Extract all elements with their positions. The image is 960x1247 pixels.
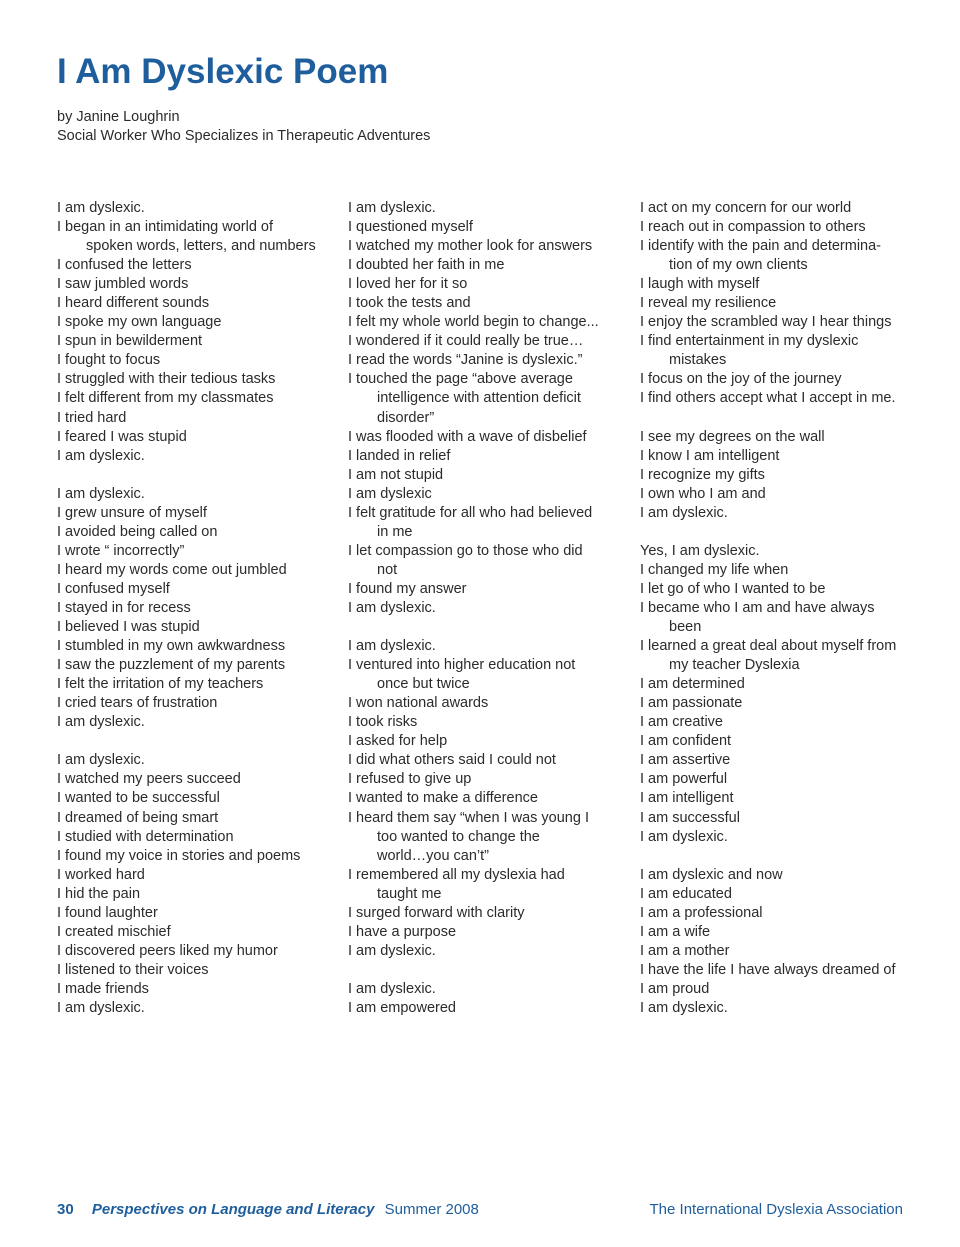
- poem-line: I am dyslexic.: [640, 828, 728, 845]
- poem-line: I felt my whole world begin to change...: [348, 314, 599, 331]
- poem-column-3: [640, 199, 920, 1018]
- poem-line: I was flooded with a wave of disbelief: [348, 428, 587, 445]
- byline: [57, 108, 430, 146]
- poem-line: I saw jumbled words: [57, 276, 189, 293]
- poem-line: I discovered peers liked my humor: [57, 942, 278, 959]
- poem-line: I found my voice in stories and poems: [57, 847, 301, 864]
- poem-line: I laugh with myself: [640, 276, 760, 293]
- issue-date: Summer 2008: [384, 1201, 479, 1218]
- poem-line: I struggled with their tedious tasks: [57, 371, 276, 388]
- stanza-break: [57, 732, 337, 751]
- poem-line: I spoke my own language: [57, 314, 222, 331]
- poem-line: Yes, I am dyslexic.: [640, 542, 760, 559]
- page-footer: [57, 1200, 903, 1220]
- author-line: by Janine Loughrin: [57, 109, 180, 125]
- stanza-break: [348, 961, 628, 980]
- stanza-break: [640, 409, 920, 428]
- stanza-break: [640, 847, 920, 866]
- poem-line: I know I am intelligent: [640, 447, 780, 464]
- poem-line: I surged forward with clarity: [348, 904, 525, 921]
- poem-line: mistakes: [669, 352, 727, 369]
- poem-line: I am successful: [640, 809, 740, 826]
- poem-line: I did what others said I could not: [348, 752, 556, 769]
- poem-line: I felt gratitude for all who had believed: [348, 504, 593, 521]
- poem-line: I am dyslexic.: [57, 714, 145, 731]
- poem-line: I heard them say “when I was young I: [348, 809, 589, 826]
- poem-line: I identify with the pain and determina-: [640, 238, 881, 255]
- poem-line: I learned a great deal about myself from: [640, 638, 897, 655]
- poem-line: I am confident: [640, 733, 732, 750]
- poem-line: I confused myself: [57, 580, 170, 597]
- poem-line: in me: [377, 523, 413, 540]
- page-number: 30: [57, 1201, 74, 1218]
- poem-line: I am dyslexic.: [348, 942, 436, 959]
- poem-line: I felt the irritation of my teachers: [57, 676, 264, 693]
- poem-line: I am a wife: [640, 923, 711, 940]
- poem-line: I felt different from my classmates: [57, 390, 274, 407]
- poem-line: spoken words, letters, and numbers: [86, 238, 316, 255]
- poem-line: I cried tears of frustration: [57, 695, 218, 712]
- poem-line: I loved her for it so: [348, 276, 468, 293]
- poem-line: I am dyslexic.: [57, 447, 145, 464]
- poem-line: I believed I was stupid: [57, 619, 200, 636]
- poem-line: I listened to their voices: [57, 961, 209, 978]
- poem-line: I fought to focus: [57, 352, 161, 369]
- poem-line: I let compassion go to those who did: [348, 542, 583, 559]
- poem-line: I avoided being called on: [57, 523, 218, 540]
- organization-name: The International Dyslexia Association: [649, 1201, 903, 1218]
- poem-line: I wondered if it could really be true…: [348, 333, 584, 350]
- poem-line: I find entertainment in my dyslexic: [640, 333, 859, 350]
- poem-line: I worked hard: [57, 866, 145, 883]
- poem-line: I watched my peers succeed: [57, 771, 241, 788]
- poem-line: I found laughter: [57, 904, 158, 921]
- poem-line: I reveal my resilience: [640, 295, 777, 312]
- page-title: I Am Dyslexic Poem: [57, 52, 389, 91]
- poem-line: I stayed in for recess: [57, 599, 191, 616]
- poem-line: I hid the pain: [57, 885, 141, 902]
- poem-line: I wanted to be successful: [57, 790, 220, 807]
- poem-line: I am dyslexic.: [57, 200, 145, 216]
- poem-line: I am dyslexic: [348, 485, 432, 502]
- poem-line: too wanted to change the: [377, 828, 540, 845]
- poem-line: I took the tests and: [348, 295, 471, 312]
- poem-line: I am empowered: [348, 999, 456, 1016]
- poem-line: taught me: [377, 885, 442, 902]
- poem-line: I heard different sounds: [57, 295, 210, 312]
- poem-line: I heard my words come out jumbled: [57, 561, 287, 578]
- poem-line: I own who I am and: [640, 485, 766, 502]
- poem-line: I read the words “Janine is dyslexic.”: [348, 352, 583, 369]
- poem-column-1: [57, 199, 337, 1018]
- poem-line: I asked for help: [348, 733, 448, 750]
- poem-line: I am creative: [640, 714, 723, 731]
- poem-line: I am determined: [640, 676, 745, 693]
- stanza-break: [57, 466, 337, 485]
- poem-line: I saw the puzzlement of my parents: [57, 657, 286, 674]
- poem-line: I am dyslexic.: [348, 200, 436, 216]
- poem-line: I act on my concern for our world: [640, 200, 852, 216]
- poem-line: once but twice: [377, 676, 470, 693]
- publication-title: Perspectives on Language and Literacy: [91, 1201, 375, 1218]
- poem-line: I grew unsure of myself: [57, 504, 207, 521]
- poem-line: I am dyslexic.: [348, 638, 436, 655]
- poem-line: tion of my own clients: [669, 257, 808, 274]
- poem-line: I am assertive: [640, 752, 731, 769]
- poem-line: disorder”: [377, 409, 435, 426]
- poem-line: I am not stupid: [348, 466, 444, 483]
- poem-line: I find others accept what I accept in me.: [640, 390, 896, 407]
- poem-line: world…you can’t”: [377, 847, 490, 864]
- poem-line: I became who I am and have always: [640, 599, 875, 616]
- poem-line: not: [377, 561, 398, 578]
- poem-line: I have a purpose: [348, 923, 457, 940]
- stanza-break: [348, 618, 628, 637]
- poem-line: I stumbled in my own awkwardness: [57, 638, 286, 655]
- poem-line: I focus on the joy of the journey: [640, 371, 842, 388]
- poem-line: I am passionate: [640, 695, 743, 712]
- poem-line: I am dyslexic.: [640, 999, 728, 1016]
- poem-line: I questioned myself: [348, 219, 473, 236]
- poem-line: I am educated: [640, 885, 732, 902]
- poem-line: I watched my mother look for answers: [348, 238, 593, 255]
- poem-line: been: [669, 619, 702, 636]
- poem-line: I am dyslexic.: [348, 599, 436, 616]
- poem-line: I am dyslexic.: [640, 504, 728, 521]
- poem-line: I dreamed of being smart: [57, 809, 219, 826]
- poem-line: I created mischief: [57, 923, 171, 940]
- poem-line: I am dyslexic and now: [640, 866, 783, 883]
- poem-line: I studied with determination: [57, 828, 234, 845]
- poem-line: intelligence with attention deficit: [377, 390, 581, 407]
- poem-line: I am a professional: [640, 904, 763, 921]
- poem-line: I ventured into higher education not: [348, 657, 576, 674]
- poem-line: I made friends: [57, 980, 149, 997]
- poem-line: I am dyslexic.: [57, 485, 145, 502]
- poem-line: I confused the letters: [57, 257, 192, 274]
- poem-line: I took risks: [348, 714, 418, 731]
- poem-line: I wrote “ incorrectly”: [57, 542, 185, 559]
- poem-column-2: [348, 199, 628, 1018]
- poem-line: I let go of who I wanted to be: [640, 580, 826, 597]
- poem-line: I enjoy the scrambled way I hear things: [640, 314, 892, 331]
- poem-line: I am dyslexic.: [57, 752, 145, 769]
- poem-line: I am a mother: [640, 942, 730, 959]
- poem-line: I see my degrees on the wall: [640, 428, 825, 445]
- poem-line: I touched the page “above average: [348, 371, 573, 388]
- poem-line: I recognize my gifts: [640, 466, 765, 483]
- author-role: Social Worker Who Specializes in Therapeutic Adventures: [57, 128, 431, 144]
- poem-line: I am dyslexic.: [348, 980, 436, 997]
- poem-line: I feared I was stupid: [57, 428, 187, 445]
- poem-line: I spun in bewilderment: [57, 333, 203, 350]
- poem-line: I wanted to make a difference: [348, 790, 538, 807]
- poem-line: I found my answer: [348, 580, 467, 597]
- poem-line: I tried hard: [57, 409, 127, 426]
- poem-line: I am dyslexic.: [57, 999, 145, 1016]
- poem-line: my teacher Dyslexia: [669, 657, 800, 674]
- poem-line: I won national awards: [348, 695, 489, 712]
- poem-line: I am intelligent: [640, 790, 734, 807]
- poem-line: I changed my life when: [640, 561, 789, 578]
- poem-line: I landed in relief: [348, 447, 451, 464]
- poem-line: I doubted her faith in me: [348, 257, 505, 274]
- stanza-break: [640, 523, 920, 542]
- poem-line: I refused to give up: [348, 771, 472, 788]
- poem-line: I began in an intimidating world of: [57, 219, 274, 236]
- poem-line: I remembered all my dyslexia had: [348, 866, 565, 883]
- poem-line: I am proud: [640, 980, 710, 997]
- poem-line: I reach out in compassion to others: [640, 219, 866, 236]
- poem-line: I am powerful: [640, 771, 728, 788]
- poem-line: I have the life I have always dreamed of: [640, 961, 896, 978]
